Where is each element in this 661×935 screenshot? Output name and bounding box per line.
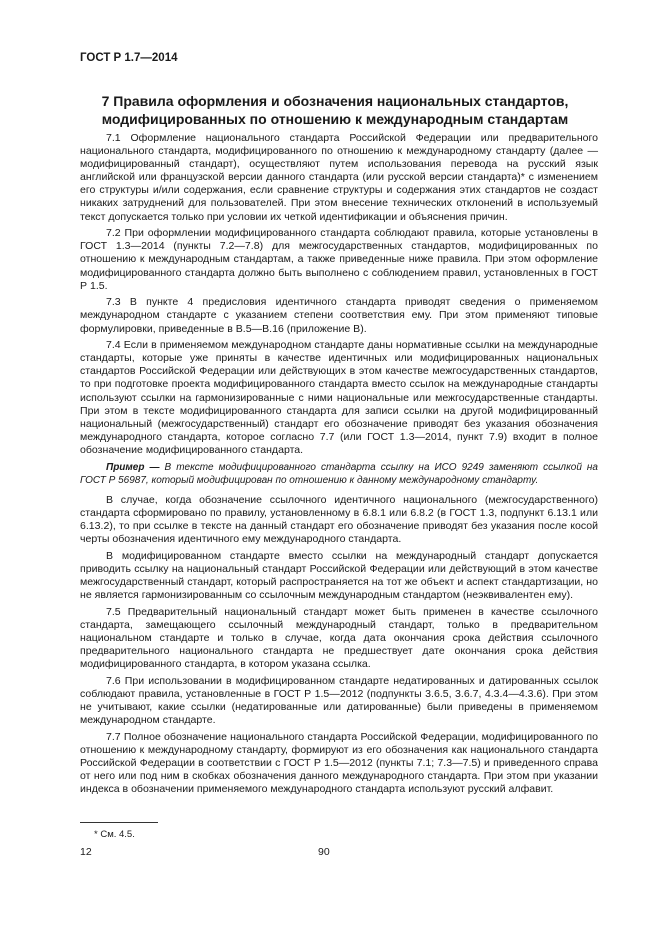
example-text: В тексте модифицированного стандарта ссылку на ИСО 9249 заменяют ссылкой на ГОСТ Р 56987, который модифицирован по отношению к данному международному стандарту. [80,462,598,486]
paragraph-7-4: 7.4 Если в применяемом международном стандарте даны нормативные ссылки на международные стандарты, которые уже приняты в качестве идентичных или модифицированных национальных стандартов Российской Федерации или действующих в этом качестве межгосударственных стандартов, то при подготовке проекта модифицированного стандарта вместо ссылок на международные стандарты используют ссылки на гармонизированные с ними национальные или межгосударственные стандарты. При этом в тексте модифицированного стандарта для записи ссылки на другой модифицированный национальный (межгосударственный) стандарт его обозначение приводят без указания обозначения международного стандарта, которое согласно 7.7 (или ГОСТ 1.3—2014, пункт 7.9) входит в полное обозначение модифицированного стандарта. [80,339,598,456]
section-title-line-1: 7 Правила оформления и обозначения национальных стандартов, [101,93,569,109]
page-number-left: 12 [80,846,92,858]
example-label: Пример — [106,462,160,474]
document-header: ГОСТ Р 1.7—2014 [80,52,178,64]
document-body [80,132,598,800]
paragraph-7-6: 7.6 При использовании в модифицированном стандарте недатированных и датированных ссылок соблюдают правила, установленные в ГОСТ Р 1.5—2012 (подпункты 3.6.5, 3.6.7, 4.3.4—4.3.6). При этом не учитывают, какие ссылки (недатированные или датированные) были приведены в применяемом международном стандарте. [80,674,598,726]
footnote: * См. 4.5. [94,829,135,840]
paragraph-7-1: 7.1 Оформление национального стандарта Российской Федерации или предварительного национального стандарта, модифицированного по отношению к международному стандарту (далее — модифицированный стандарт), осуществляют путем использования перевода на русский язык английской или французской версии данного стандарта (или русской версии стандарта)* с изменением его структуры и/или содержания, если сравнение структуры и содержания этих стандартов не создаст никаких затруднений для пользователей. При этом внесение технических отклонений в используемый текст допускается только при условии их четкой идентификации и объяснения причин. [80,132,598,223]
paragraph-7-5: 7.5 Предварительный национальный стандарт может быть применен в качестве ссылочного стандарта, замещающего ссылочный международный стандарт, только в предварительном национальном стандарте и только в случае, когда дата окончания срока действия ссылочного предварительного национального стандарта не предшествует дате окончания срока действия модифицированного стандарта, в котором указана ссылка. [80,605,598,670]
example-note [80,462,598,488]
paragraph-identical-ref: В случае, когда обозначение ссылочного идентичного национального (межгосударственного) стандарта сформировано по правилу, установленному в 6.8.1 или 6.8.2 (в ГОСТ 1.3, подпункт 6.13.1 или 6.13.2), то при ссылке в тексте на данный стандарт его обозначение приводят без указания после косой черты обозначения идентичного ему международного стандарта. [80,493,598,545]
section-title [80,92,590,128]
paragraph-7-3: 7.3 В пункте 4 предисловия идентичного стандарта приводят сведения о применяемом международном стандарте с указанием степени соответствия ему. При этом применяют типовые формулировки, приведенные в В.5—В.16 (приложение В). [80,296,598,335]
section-title-line-2: модифицированных по отношению к международным стандартам [101,111,569,127]
paragraph-7-7: 7.7 Полное обозначение национального стандарта Российской Федерации, модифицированного по отношению к международному стандарту, формируют из его обозначения как национального стандарта Российской Федерации в соответствии с ГОСТ Р 1.5—2012 (пункты 7.1; 7.3—7.5) и приведенного справа от него или под ним в скобках обозначения данного международного стандарта. При этом при указании индекса в обозначении применяемого международного стандарта используют русский алфавит. [80,730,598,795]
footnote-divider [80,822,158,823]
paragraph-modified-ref: В модифицированном стандарте вместо ссылки на международный стандарт допускается приводить ссылку на национальный стандарт Российской Федерации или действующий в этом качестве межгосударственный стандарт, который распространяется на тот же объект и аспект стандартизации, но не является гармонизированным со ссылочным международным стандартом (неэквивалентен ему). [80,549,598,601]
paragraph-7-2: 7.2 При оформлении модифицированного стандарта соблюдают правила, которые установлены в ГОСТ 1.3—2014 (пункты 7.2—7.8) для межгосударственных стандартов, модифицированных по отношению к международным стандартам, а также приведенные ниже правила. При этом оформление модифицированного стандарта должно быть выполнено с соблюдением правил, установленных в ГОСТ Р 1.5. [80,227,598,292]
page-number-center: 90 [318,846,330,858]
